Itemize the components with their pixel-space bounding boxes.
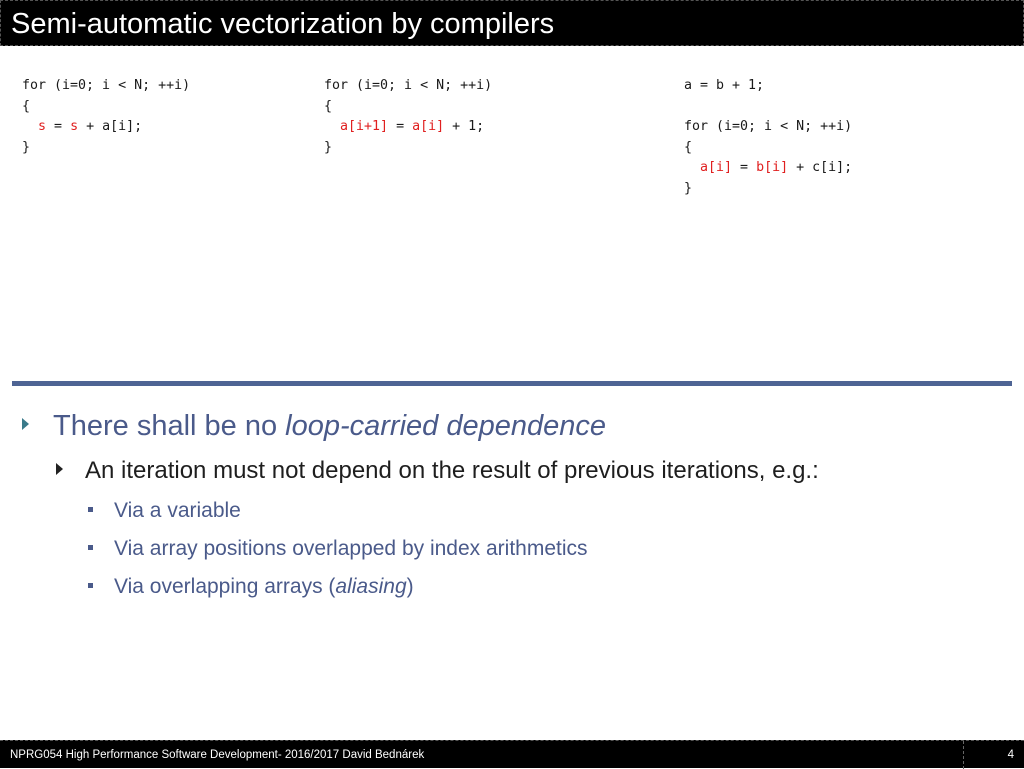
bullet-emphasis: loop-carried dependence — [285, 410, 606, 442]
bullet-text: Via array positions overlapped by index arithmetics — [114, 537, 588, 560]
code-highlight-s: s — [38, 119, 47, 134]
bullet-level3-item — [88, 535, 588, 563]
square-bullet-icon — [88, 545, 93, 550]
bullet-level3-item — [88, 497, 241, 525]
code-line: } — [22, 139, 31, 155]
square-bullet-icon — [88, 507, 93, 512]
code-line: for (i=0; i < N; ++i) — [22, 78, 191, 93]
bullet-text: There shall be no — [53, 410, 286, 442]
code-line — [684, 97, 852, 118]
code-highlight-s: s — [70, 119, 79, 134]
code-line: } — [684, 180, 693, 196]
footer-divider — [963, 741, 965, 769]
code-op: = — [388, 119, 413, 134]
code-line — [22, 117, 190, 138]
code-example-aliasing — [684, 76, 852, 199]
bullet-text: Via a variable — [114, 499, 241, 522]
title-bar — [0, 0, 1024, 46]
code-line: { — [22, 98, 31, 114]
page-number: 4 — [1007, 749, 1014, 761]
code-highlight-rhs: a[i] — [412, 119, 445, 134]
triangle-bullet-icon — [22, 418, 29, 430]
bullet-emphasis: aliasing — [335, 575, 407, 598]
code-line: a = b + 1; — [684, 78, 765, 93]
code-line: } — [324, 139, 333, 155]
code-op: = — [732, 160, 757, 175]
code-line: { — [684, 139, 693, 155]
code-op: = — [46, 119, 71, 134]
code-highlight-b: b[i] — [756, 160, 789, 175]
code-indent — [22, 119, 38, 134]
code-line: for (i=0; i < N; ++i) — [684, 119, 853, 134]
slide-title: Semi-automatic vectorization by compilers — [11, 8, 555, 40]
code-rest: + a[i]; — [78, 119, 143, 134]
bullet-text: An iteration must not depend on the result of previous iterations, e.g.: — [85, 457, 819, 484]
code-rest: + 1; — [444, 119, 485, 134]
code-indent — [324, 119, 340, 134]
footer-text: NPRG054 High Performance Software Development- 2016/2017 David Bednárek — [10, 749, 425, 761]
code-line — [684, 158, 852, 179]
triangle-bullet-icon — [56, 463, 63, 475]
code-rest: + c[i]; — [788, 160, 853, 175]
section-divider — [12, 381, 1012, 386]
bullet-level2 — [56, 455, 819, 487]
code-example-variable — [22, 76, 190, 158]
bullet-text: Via overlapping arrays ( — [114, 575, 336, 598]
bullet-level1 — [22, 408, 606, 444]
code-indent — [684, 160, 700, 175]
square-bullet-icon — [88, 583, 93, 588]
slide-footer — [0, 740, 1024, 768]
code-line: for (i=0; i < N; ++i) — [324, 78, 493, 93]
code-highlight-lhs: a[i] — [700, 160, 733, 175]
code-line — [324, 117, 492, 138]
code-highlight-lhs: a[i+1] — [340, 119, 389, 134]
bullet-text: ) — [406, 575, 414, 598]
code-example-index-arithmetic — [324, 76, 492, 158]
bullet-level3-item — [88, 573, 414, 601]
code-line: { — [324, 98, 333, 114]
